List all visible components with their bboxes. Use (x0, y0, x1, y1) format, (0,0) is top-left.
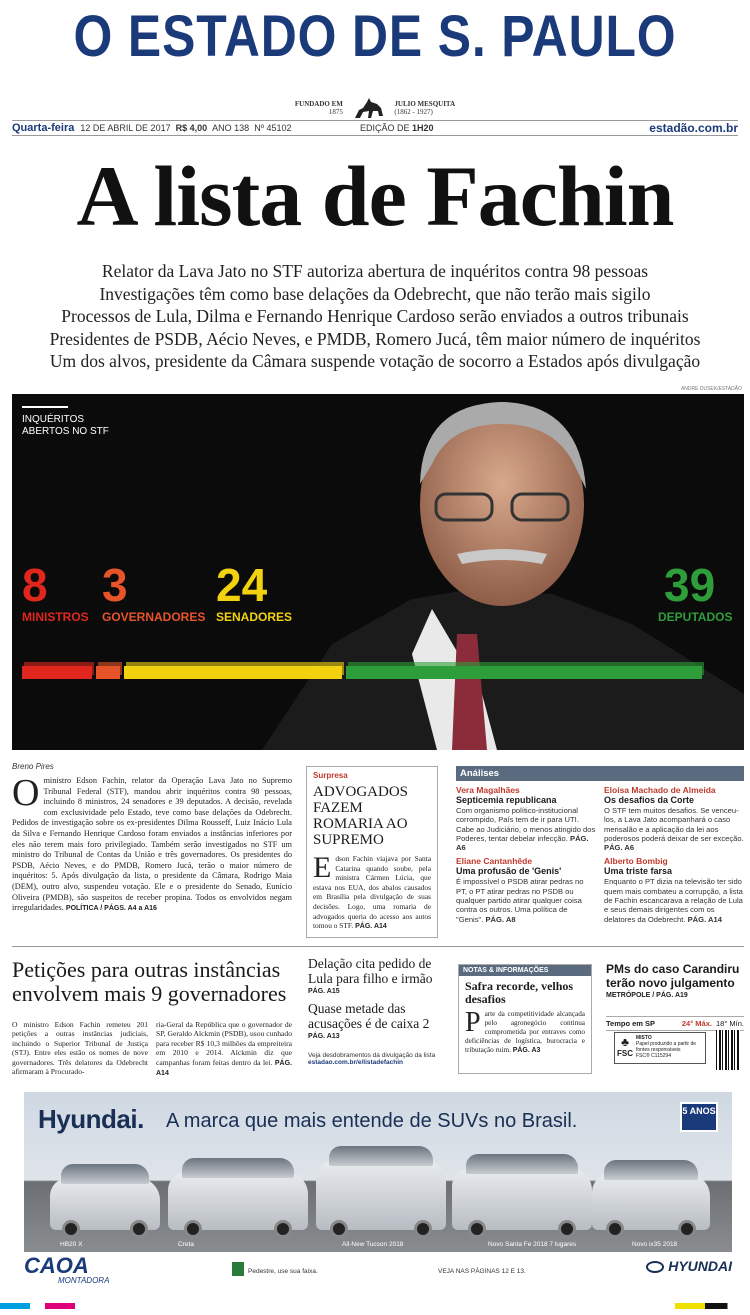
stat-governadores-label: GOVERNADORES (102, 610, 206, 624)
edition-label: EDIÇÃO DE (360, 123, 410, 133)
car-label: Creta (178, 1241, 194, 1248)
subhead: Presidentes de PSDB, Aécio Neves, e PMDB, Romero Jucá, têm maior número de inquéritos (49, 328, 701, 349)
car-tucson (316, 1160, 446, 1230)
carandiru-ref: METRÓPOLE / PÁG. A19 (606, 992, 688, 999)
fsc-badge (614, 1032, 706, 1064)
analise-text (604, 877, 744, 923)
fsc-text (636, 1035, 703, 1061)
panel-title-line: ABERTOS NO STF (22, 426, 109, 437)
notas-ref[interactable]: PÁG. A3 (512, 1047, 541, 1054)
car-santafe (452, 1168, 592, 1230)
brief-ref: PÁG. A13 (308, 1033, 340, 1040)
analise-title: Uma triste farsa (604, 866, 673, 877)
briefs (308, 956, 442, 1066)
dropcap: E (313, 851, 332, 884)
weather (606, 1016, 744, 1031)
analise-body: O STF tem muitos desafios. Se venceu-los, a Lava Jato acompanhará o caso mensalão e a aplicação da lei aos poderosos poderá deixar de ser exceção. (604, 806, 744, 843)
link-note-text: Veja desdobramentos da divulgação da lista (308, 1052, 436, 1059)
stat-senadores-label: SENADORES (216, 610, 293, 624)
analise-ref: PÁG. A6 (604, 843, 635, 853)
dropcap: O (12, 772, 40, 814)
notas-title[interactable]: Safra recorde, velhos desafios (465, 979, 574, 1006)
link-note (308, 1052, 442, 1066)
dealer-sub: MONTADORA (58, 1276, 110, 1285)
surpresa-tag: Surpresa (313, 771, 348, 780)
analise-item[interactable] (604, 856, 744, 923)
car-label: Novo ix35 2018 (632, 1241, 678, 1248)
fsc-label: FSC (617, 1049, 633, 1058)
notas-story (465, 1007, 585, 1055)
founder-years: (1862 - 1927) (394, 108, 433, 117)
car-hb20x (50, 1178, 160, 1230)
stat-deputados-value: 39 (664, 559, 716, 611)
analises-box (456, 766, 744, 938)
warranty-badge: 5 ANOS (680, 1102, 718, 1132)
section-divider (12, 946, 744, 947)
carandiru[interactable] (606, 962, 744, 999)
car-label: All-New Tucson 2018 (342, 1241, 404, 1248)
dropcap: P (465, 1007, 481, 1038)
analise-item[interactable] (456, 785, 596, 852)
peticoes-col2 (156, 1020, 292, 1078)
lead-ref[interactable]: POLÍTICA / PÁGS. A4 a A16 (65, 905, 157, 913)
analise-ref: PÁG. A14 (687, 914, 722, 924)
analise-author: Eloísa Machado de Almeida (604, 785, 716, 795)
founded-label: FUNDADO EM (294, 99, 343, 108)
peticoes-col2-text: ria-Geral da República que o governador de SP, Geraldo Alckmin (PSDB), usou cunhado para receber R$ 10,3 milhões da empreiteira em 2010 e 2014. Alckmin diz que campanhas foram feitas dentro da lei. (156, 1020, 292, 1067)
fsc-code: FSC® C115294 (636, 1053, 671, 1059)
stat-ministros-value: 8 (22, 559, 48, 611)
brief-ref: PÁG. A15 (308, 988, 340, 995)
weekday: Quarta-feira (12, 122, 75, 134)
fsc-line2: Papel produzido a partir de fontes responsáveis (636, 1041, 697, 1053)
weather-max: 24° Máx. (681, 1019, 712, 1028)
brief-title[interactable]: Quase metade das acusações é de caixa 2 (308, 1001, 430, 1031)
founder-name: JULIO MESQUITA (394, 99, 456, 108)
hyundai-logo (646, 1258, 732, 1274)
price: R$ 4,00 (175, 123, 208, 133)
carandiru-title: PMs do caso Carandiru terão novo julgamento (606, 962, 740, 990)
lead-story (12, 772, 292, 915)
peticoes-headline[interactable]: Petições para outras instâncias envolvem mais 9 governadores (12, 957, 287, 1006)
analise-text (456, 806, 596, 852)
ad-pages: VEJA NAS PÁGINAS 12 E 13. (438, 1268, 526, 1275)
issue-number: Nº 45102 (254, 123, 292, 133)
analise-title: Septicemia republicana (456, 795, 557, 805)
print-colorbar (0, 1303, 750, 1309)
notas-text: arte da competitividade alcançada pelo agronegócio continua comprometida por entraves como deficiências de logística, burocracia e tributação ruim. (465, 1010, 585, 1054)
stat-bar-ministros (22, 666, 92, 679)
subhead: Um dos alvos, presidente da Câmara suspende votação de socorro a Estados após divulgação (49, 351, 701, 371)
car-ix35 (592, 1174, 710, 1230)
ad-slogan: A marca que mais entende de SUVs no Brasil. (166, 1110, 578, 1132)
byline: Breno Pires (12, 762, 54, 771)
stat-governadores-value: 3 (102, 559, 128, 611)
car-label: Novo Santa Fe 2018 7 lugares (488, 1241, 577, 1248)
analise-ref: PÁG. A8 (485, 914, 516, 924)
analise-body: Com organismo político-institucional corrompido, País tem de ir para UTI. Cabe ao Judiciário, o menos atingido dos Poderes, tentar debelar infecção. (456, 806, 596, 843)
surpresa-story (313, 851, 431, 932)
analises-header: Análises (456, 766, 744, 781)
analise-body: É impossível o PSDB atirar pedras no PT, o PT atirar pedras no PSDB ou qualquer partido atirar qualquer coisa contra os outros. Uma política de "Genis". (456, 877, 584, 924)
analises-grid (456, 785, 744, 924)
car-creta (168, 1172, 308, 1230)
surpresa-box (306, 766, 438, 938)
stat-bar-governadores (96, 666, 120, 679)
fsc-icon: ♣ FSC (617, 1035, 633, 1058)
date: 12 DE ABRIL DE 2017 (80, 123, 171, 133)
ad-footer (24, 1254, 732, 1288)
ad-brand: Hyundai. (38, 1104, 144, 1134)
car-label: HB20 X (60, 1241, 83, 1248)
edition-time: 1H20 (412, 123, 434, 133)
stat-senadores-value: 24 (216, 559, 268, 611)
surpresa-ref[interactable]: PÁG. A14 (355, 923, 387, 931)
stat-deputados-label: DEPUTADOS (658, 610, 733, 624)
analise-author: Eliane Cantanhêde (456, 856, 533, 867)
peticoes-col1: O ministro Edson Fachin remeteu 201 petições a outras instâncias judiciais, incluindo o Superior Tribunal de Justiça (STJ). Entre eles estão os nomes de nove governadores. Três delatores da Odebrecht afirmaram à Procurado- (12, 1020, 148, 1077)
analise-author: Vera Magalhães (456, 785, 520, 795)
weather-min: 18° Mín. (715, 1019, 744, 1028)
fsc-line1: MISTO (636, 1035, 652, 1041)
hyundai-ad[interactable] (24, 1092, 732, 1252)
analise-title: Uma profusão de 'Genis' (456, 866, 562, 877)
analise-item[interactable] (604, 785, 744, 852)
pedestrian-icon (232, 1262, 244, 1276)
stat-bar-senadores (124, 666, 342, 679)
dealer-logo: CAOA (24, 1253, 89, 1278)
surpresa-title[interactable]: ADVOGADOS FAZEM ROMARIA AO SUPREMO (313, 784, 409, 848)
year-number: ANO 138 (212, 123, 250, 133)
notas-box (458, 964, 592, 1074)
photo-credit: ANDRE DUSEK/ESTADÃO (680, 386, 742, 392)
subhead: Processos de Lula, Dilma e Fernando Henrique Cardoso serão enviados a outros tribunais (61, 306, 689, 326)
peticoes-ref[interactable]: PÁG. A14 (156, 1059, 292, 1078)
subheads (0, 260, 750, 373)
analise-body: Enquanto o PT dizia na televisão ter sido quem mais combateu a corrupção, a lista de Fachin escancarava a relação de Lula e seus demais dirigentes com os delatores da Odebrecht. (604, 877, 743, 924)
site-link[interactable]: estadão.com.br (649, 121, 738, 135)
hyundai-logo-text: HYUNDAI (668, 1258, 732, 1274)
stat-bar-deputados (346, 666, 702, 679)
barcode-icon (716, 1030, 740, 1070)
analise-item[interactable] (456, 856, 596, 923)
infographic-panel[interactable] (12, 394, 744, 750)
analise-text (604, 806, 744, 852)
link-note-url[interactable]: estadao.com.br/e/listadefachin (308, 1059, 404, 1066)
hyundai-h-icon (646, 1261, 664, 1273)
lead-text: ministro Edson Fachin, relator da Operação Lava Jato no Supremo Tribunal Federal (STF), mandou abrir inquéritos contra 98 pessoas, incluindo 8 ministros, 24 senadores e 39 deputados. A decisão, revelada com exclusividade pelo Estado, teve como base delações da Odebrecht. Pedidos de investigação sobre os ex-presidentes Dilma Rousseff, Luiz Inácio Lula da Silva e Fernando Henrique Cardoso foram enviados a instâncias inferiores por eles não terem mais foro privilegiado. Também serão investigados no STF um ministro do Tribunal de Contas da União e três governadores. Os presidentes do PSDB, Aécio Neves, e do PMDB, Romero Jucá, terão o maior número de inquéritos: 5. Após divulgação da lista, o presidente da Câmara, Rodrigo Maia (DEM), outro alvo, suspendeu votação. Ele e o presidente do Senado, Eunício Oliveira (PMDB), são suspeitos de receber propina. Todos os envolvidos negam irregularidades. (12, 776, 292, 913)
panel-title-line: INQUÉRITOS (22, 414, 85, 425)
main-headline[interactable]: A lista de Fachin (76, 148, 674, 244)
founders-line (0, 96, 750, 120)
analise-ref: PÁG. A6 (456, 833, 589, 853)
pedestrian-note: Pedestre, use sua faixa. (248, 1268, 318, 1275)
analise-author: Alberto Bombig (604, 856, 668, 867)
panel-title (22, 406, 109, 438)
founded-year: 1875 (328, 108, 343, 117)
subhead: Investigações têm como base delações da Odebrecht, que não terão mais sigilo (99, 283, 651, 304)
surpresa-text: dson Fachin viajava por Santa Catarina quando soube, pela ministra Cármen Lúcia, que estava nos EUA, dos abalos causados em Brasília pela divulgação de suas decisões. Logo, uma romaria de advogados queria do acesso aos autos tomou o STF. (313, 854, 431, 931)
edition (360, 123, 434, 133)
subhead: Relator da Lava Jato no STF autoriza abertura de inquéritos contra 98 pessoas (101, 261, 649, 281)
weather-label: Tempo em SP (606, 1019, 656, 1028)
dateline (12, 120, 738, 136)
brief-title[interactable]: Delação cita pedido de Lula para filho e irmão (308, 956, 433, 986)
analise-text (456, 877, 596, 923)
masthead-title[interactable]: O ESTADO DE S. PAULO (73, 4, 677, 69)
notas-header: NOTAS & INFORMAÇÕES (459, 965, 591, 976)
stat-ministros-label: MINISTROS (22, 610, 89, 624)
analise-title: Os desafios da Corte (604, 795, 695, 805)
horseman-logo-icon (351, 96, 387, 120)
